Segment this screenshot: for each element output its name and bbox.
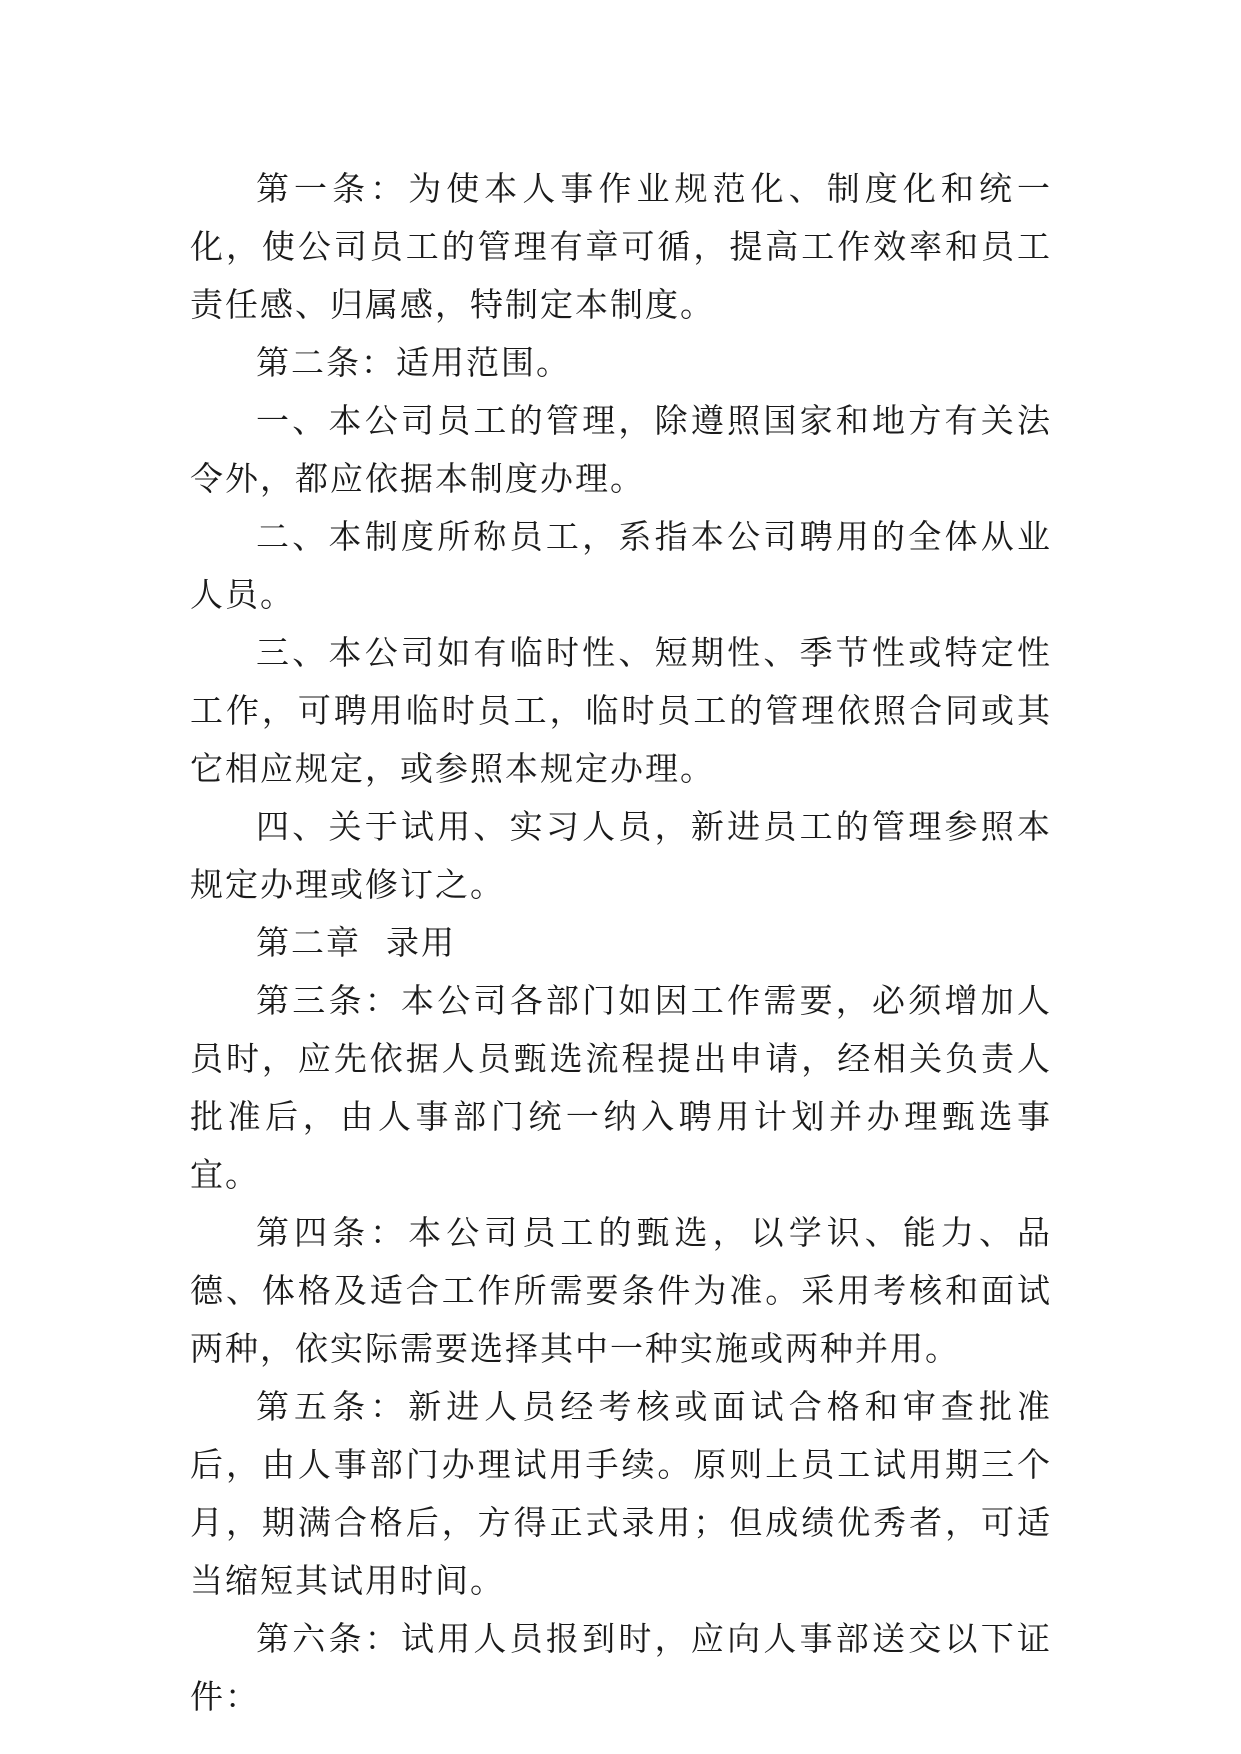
paragraph-article-3: 第三条：本公司各部门如因工作需要，必须增加人员时，应先依据人员甄选流程提出申请，经相关负责人批准后，由人事部门统一纳入聘用计划并办理甄选事宜。 xyxy=(190,981,1052,1194)
document-body xyxy=(190,160,1052,1726)
paragraph-article-2: 第二条：适用范围。 xyxy=(256,343,571,382)
paragraph-article-5: 第五条：新进人员经考核或面试合格和审查批准后，由人事部门办理试用手续。原则上员工试用期三个月，期满合格后，方得正式录用；但成绩优秀者，可适当缩短其试用时间。 xyxy=(190,1387,1052,1600)
paragraph-clause-3: 三、本公司如有临时性、短期性、季节性或特定性工作，可聘用临时员工，临时员工的管理依照合同或其它相应规定，或参照本规定办理。 xyxy=(190,633,1052,788)
paragraph-clause-4: 四、关于试用、实习人员，新进员工的管理参照本规定办理或修订之。 xyxy=(190,807,1052,904)
paragraph-clause-2: 二、本制度所称员工，系指本公司聘用的全体从业人员。 xyxy=(190,517,1052,614)
paragraph-clause-1: 一、本公司员工的管理，除遵照国家和地方有关法令外，都应依据本制度办理。 xyxy=(190,401,1052,498)
paragraph-article-6: 第六条：试用人员报到时，应向人事部送交以下证件： xyxy=(190,1619,1052,1716)
paragraph-article-1: 第一条：为使本人事作业规范化、制度化和统一化，使公司员工的管理有章可循，提高工作效率和员工责任感、归属感，特制定本制度。 xyxy=(190,169,1052,324)
paragraph-article-4: 第四条：本公司员工的甄选，以学识、能力、品德、体格及适合工作所需要条件为准。采用考核和面试两种，依实际需要选择其中一种实施或两种并用。 xyxy=(190,1213,1052,1368)
chapter-heading: 第二章 录用 xyxy=(256,923,456,962)
